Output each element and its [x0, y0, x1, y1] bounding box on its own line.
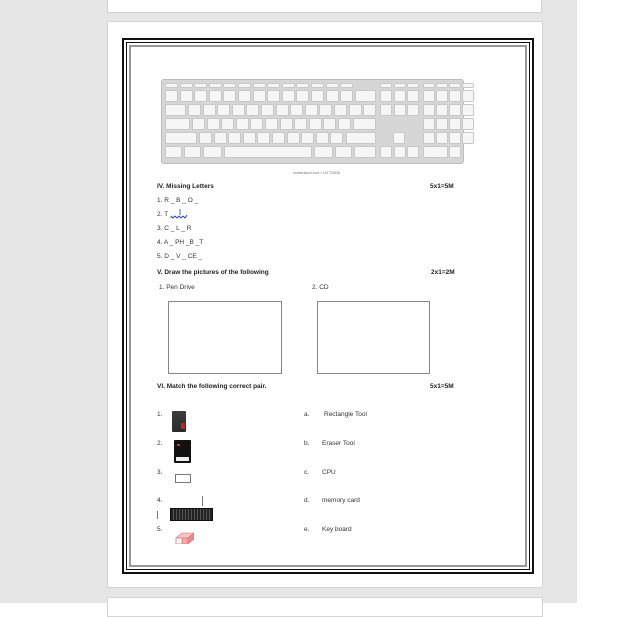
drawing-box-cd [317, 301, 430, 374]
drawing-box-pen-drive [168, 301, 282, 374]
section-title-match: VI. Match the following correct pair. [157, 383, 267, 390]
missing-letter-item: 1. R _ B _ O _ [157, 197, 199, 204]
match-right-label: memory card [322, 497, 360, 504]
match-right-letter: d. [304, 497, 310, 504]
section-title-draw: V. Draw the pictures of the following [157, 269, 269, 276]
match-left-number: 2. [157, 440, 163, 447]
section-title-missing-letters: IV. Missing Letters [157, 183, 214, 190]
document-page [107, 21, 543, 588]
missing-letter-item: 2. T _ [157, 211, 174, 218]
draw-item-cd: 2. CD [312, 284, 329, 291]
section-marks-match: 5x1=5M [430, 383, 454, 390]
missing-letter-item: 5. D _ V _ CE _ [157, 253, 203, 260]
section-marks-missing-letters: 5x1=5M [430, 183, 454, 190]
match-right-label: Key board [322, 526, 352, 533]
match-left-number: 1. [157, 411, 163, 418]
match-right-label: Rectangle Tool [324, 411, 367, 418]
match-right-letter: a. [304, 411, 310, 418]
handwritten-ink-scribble [170, 208, 190, 220]
page-content [108, 22, 544, 589]
keyboard-image [161, 79, 464, 164]
match-right-letter: e. [304, 526, 310, 533]
cpu-image [172, 411, 186, 432]
rectangle-image [175, 474, 191, 483]
match-left-number: 5. [157, 526, 163, 533]
previous-page [107, 0, 542, 13]
keyboard-image [170, 508, 213, 521]
draw-item-pen-drive: 1. Pen Drive [159, 284, 195, 291]
eraser-image [174, 530, 194, 544]
missing-letter-item: 4. A _ PH _B _T [157, 239, 204, 246]
match-right-letter: b. [304, 440, 310, 447]
match-right-label: CPU [322, 469, 336, 476]
missing-letter-item: 3. C _ L _ R [157, 225, 192, 232]
memory-card-image [174, 440, 191, 463]
match-left-number: 3. [157, 469, 163, 476]
match-right-label: Eraser Tool [322, 440, 355, 447]
next-page [107, 597, 543, 617]
match-left-number: 4. [157, 497, 163, 504]
section-marks-draw: 2x1=2M [431, 269, 455, 276]
match-right-letter: c. [304, 469, 310, 476]
image-caption: shutterstock.com • 115712836 [293, 171, 340, 175]
